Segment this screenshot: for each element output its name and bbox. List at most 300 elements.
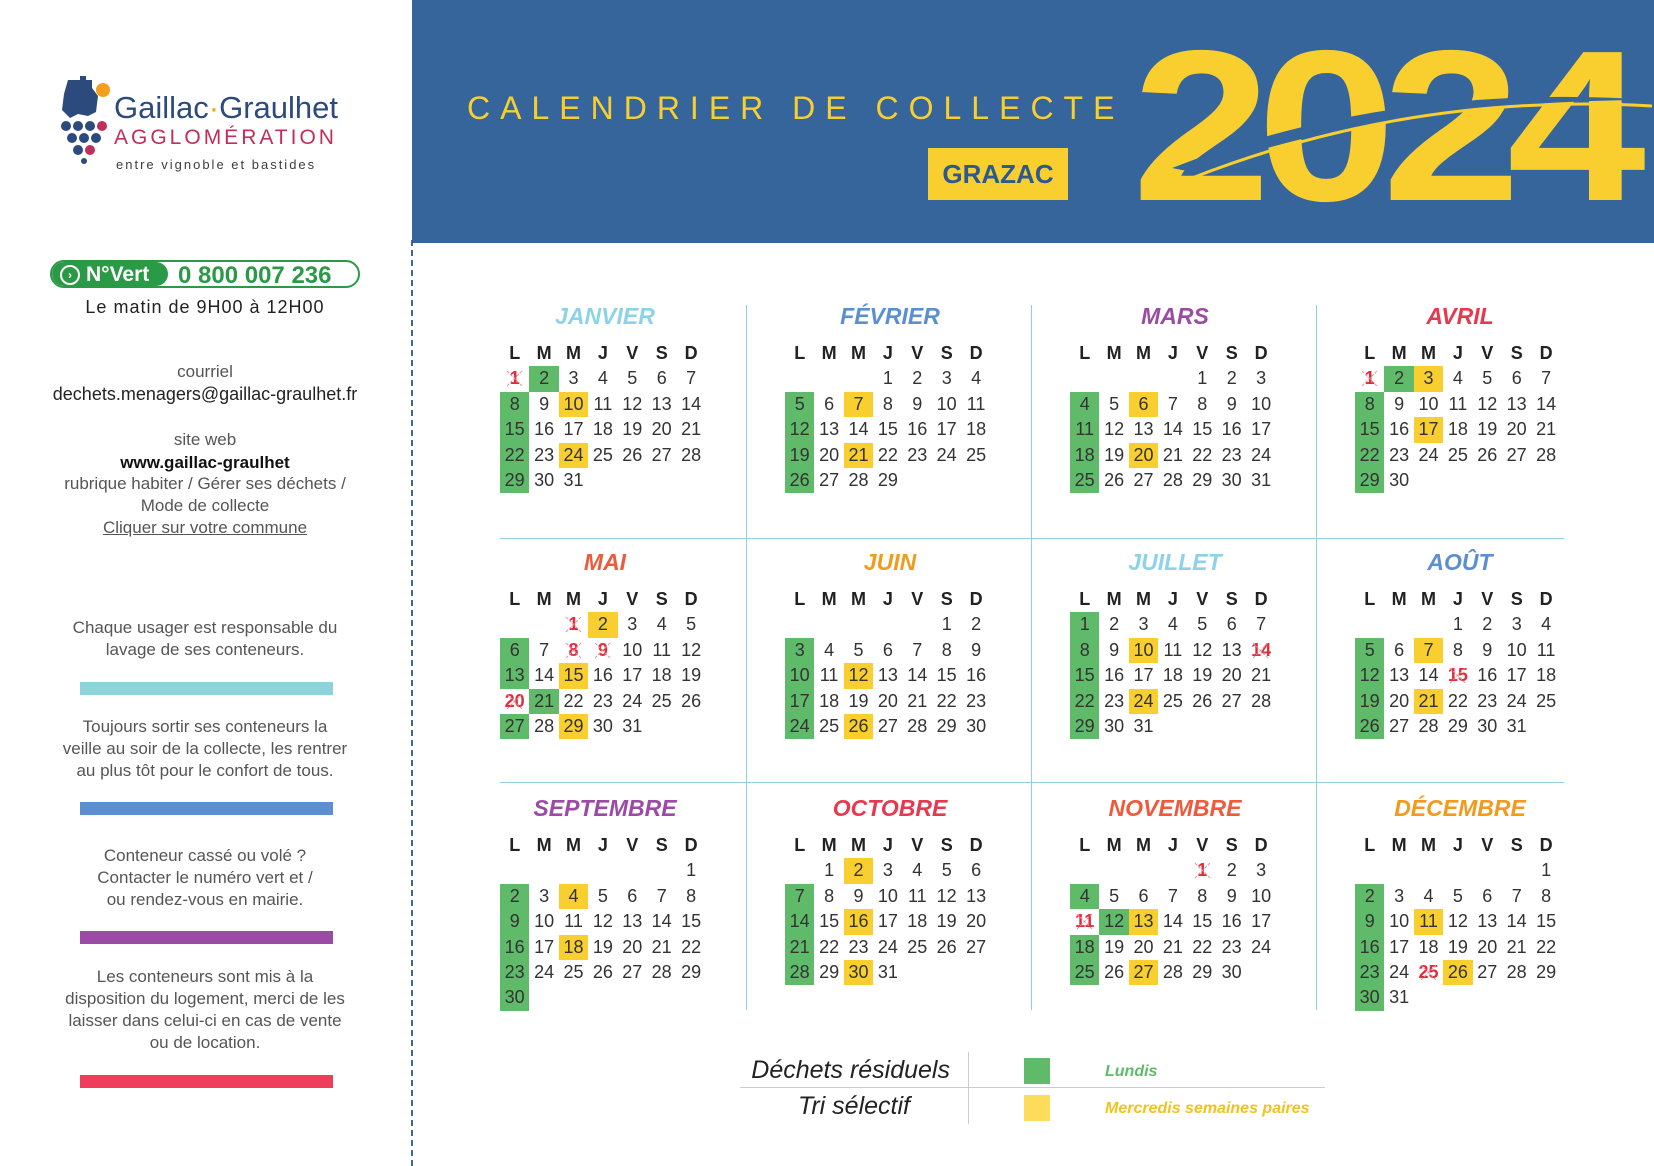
calendar-day: 27 <box>1129 960 1158 985</box>
calendar-day: 25 <box>1536 690 1557 711</box>
calendar-day: 18 <box>651 665 672 686</box>
calendar-day: 10 <box>1389 911 1410 932</box>
calendar-day: 11 <box>819 665 839 686</box>
calendar-day: 12 <box>681 639 702 660</box>
calendar-day: 5 <box>853 639 864 660</box>
weekday-header: J <box>597 343 608 363</box>
calendar-day: 11 <box>1163 639 1183 660</box>
weekday-header: M <box>1135 589 1151 609</box>
calendar-day: 27 <box>651 444 672 465</box>
weekday-header: M <box>850 589 866 609</box>
calendar-day: 23 <box>1104 690 1125 711</box>
calendar-day: 17 <box>1506 665 1527 686</box>
calendar-day: 11 <box>1070 909 1099 934</box>
calendar-day: 10 <box>785 663 814 688</box>
month-name: AOÛT <box>1427 549 1493 575</box>
weekday-header: J <box>1167 835 1178 855</box>
calendar-day: 8 <box>1452 639 1463 660</box>
weekday-header: D <box>1539 589 1553 609</box>
calendar-day: 7 <box>1167 885 1178 906</box>
calendar-day: 20 <box>966 911 987 932</box>
calendar-day: 17 <box>1133 665 1154 686</box>
calendar-day: 12 <box>785 417 814 442</box>
weekday-header: M <box>1391 589 1407 609</box>
weekday-header: J <box>1452 835 1463 855</box>
calendar-day: 10 <box>622 639 643 660</box>
calendar-day: 28 <box>1251 690 1272 711</box>
calendar-day: 22 <box>819 936 840 957</box>
calendar-day: 11 <box>907 885 927 906</box>
weekday-header: S <box>655 343 668 363</box>
calendar-day: 11 <box>1070 417 1099 442</box>
weekday-header: M <box>850 343 866 363</box>
calendar-day: 30 <box>500 985 529 1010</box>
calendar-day: 7 <box>1511 885 1522 906</box>
calendar-day: 9 <box>971 639 982 660</box>
calendar-day: 14 <box>785 909 814 934</box>
calendar-day: 6 <box>627 885 638 906</box>
calendar-day: 21 <box>1162 444 1183 465</box>
weekday-header: V <box>626 343 639 363</box>
calendar-day: 22 <box>1355 443 1384 468</box>
calendar-day: 17 <box>785 689 814 714</box>
calendar-day: 12 <box>1477 393 1498 414</box>
advice-text-2: au plus tôt pour le confort de tous. <box>76 761 334 780</box>
calendar-day: 30 <box>1104 716 1125 736</box>
calendar-day: 20 <box>1221 665 1242 686</box>
chevron-right-icon: › <box>60 265 80 285</box>
weekday-header: S <box>1225 835 1238 855</box>
calendar-day: 31 <box>1251 470 1272 490</box>
year-graphic <box>1132 0 1652 243</box>
weekday-header: V <box>626 589 639 609</box>
calendar-day: 6 <box>1138 885 1149 906</box>
calendar-day: 2 <box>1355 884 1384 909</box>
logo-tagline: entre vignoble et bastides <box>116 157 317 172</box>
calendar-day: 14 <box>1162 911 1183 932</box>
calendar-day: 4 <box>1070 392 1099 417</box>
calendar-day: 1 <box>1188 858 1217 883</box>
calendar-day: 30 <box>534 470 555 490</box>
calendar-day: 6 <box>824 393 835 414</box>
month-name: JUIN <box>863 549 917 575</box>
calendar-day: 19 <box>1477 419 1498 440</box>
calendar-day: 23 <box>1389 444 1410 465</box>
calendar-day: 1 <box>1541 860 1552 881</box>
calendar-day: 13 <box>500 663 529 688</box>
website-path-line2: Mode de collecte <box>140 496 270 515</box>
calendar-day: 19 <box>1355 689 1384 714</box>
calendar-day: 29 <box>559 714 588 739</box>
calendar-day: 21 <box>529 689 558 714</box>
calendar-day: 26 <box>622 444 643 465</box>
weekday-header: M <box>565 343 581 363</box>
calendar-day: 29 <box>1447 716 1468 736</box>
weekday-header: D <box>1539 835 1553 855</box>
calendar-day: 2 <box>844 858 873 883</box>
calendar-day: 1 <box>1452 614 1463 635</box>
calendar-day: 26 <box>1104 470 1125 490</box>
calendar-day: 15 <box>1192 419 1213 440</box>
calendar-day: 14 <box>1506 911 1527 932</box>
weekday-header: L <box>509 835 521 855</box>
calendar-day: 13 <box>1389 665 1410 686</box>
weekday-header: M <box>1391 835 1407 855</box>
calendar-day: 3 <box>1256 860 1267 881</box>
calendar-day: 5 <box>686 614 697 635</box>
calendar-day: 12 <box>1447 911 1468 932</box>
calendar-day: 2 <box>1226 860 1237 881</box>
calendar-day: 4 <box>824 639 835 660</box>
calendar-day: 28 <box>1536 444 1557 465</box>
calendar-day: 8 <box>1541 885 1552 906</box>
calendar-day: 4 <box>597 368 608 389</box>
calendar-day: 29 <box>819 962 840 982</box>
weekday-header: J <box>882 589 893 609</box>
calendar-day: 13 <box>1477 911 1498 932</box>
calendar-day: 3 <box>627 614 638 635</box>
calendar-day: 5 <box>1197 614 1208 635</box>
month-name: OCTOBRE <box>832 795 948 821</box>
calendar-day: 2 <box>500 884 529 909</box>
calendar-day: 12 <box>1192 639 1213 660</box>
calendar-day: 18 <box>1447 419 1468 440</box>
advice-color-bar-2 <box>80 802 333 815</box>
calendar-day: 28 <box>785 960 814 985</box>
calendar-day: 24 <box>1251 936 1272 957</box>
calendar-day: 9 <box>1355 909 1384 934</box>
calendar-day: 9 <box>1109 639 1120 660</box>
calendar-day: 24 <box>534 962 555 982</box>
calendar-day: 7 <box>1256 614 1267 635</box>
calendar-day: 28 <box>1418 716 1439 736</box>
calendar-day: 21 <box>1414 689 1443 714</box>
calendar-day: 31 <box>877 962 898 982</box>
calendar-day: 9 <box>1394 393 1405 414</box>
calendar-day: 25 <box>563 962 584 982</box>
calendar-day: 25 <box>651 690 672 711</box>
calendar-day: 28 <box>681 444 702 465</box>
advice-text-2: Toujours sortir ses conteneurs la <box>82 717 328 736</box>
calendar-day: 24 <box>1129 689 1158 714</box>
calendar-day: 24 <box>1506 690 1527 711</box>
weekday-header: M <box>1106 343 1122 363</box>
advice-text-4: disposition du logement, merci de les <box>65 989 345 1008</box>
calendar-day: 14 <box>907 665 928 686</box>
weekday-header: M <box>850 835 866 855</box>
calendar-day: 22 <box>1192 936 1213 957</box>
calendar-day: 10 <box>877 885 898 906</box>
calendar-day: 2 <box>1109 614 1120 635</box>
advice-color-bar-3 <box>80 931 333 944</box>
calendar-day: 19 <box>681 665 702 686</box>
weekday-header: D <box>1254 343 1268 363</box>
calendar-day: 6 <box>971 860 982 881</box>
calendar-day: 19 <box>1104 936 1125 957</box>
calendar-day: 8 <box>1070 638 1099 663</box>
calendar-day: 1 <box>1070 612 1099 637</box>
calendar-day: 13 <box>877 665 898 686</box>
agglomeration-logo <box>58 74 358 174</box>
calendar-day: 4 <box>656 614 667 635</box>
calendar-day: 10 <box>1251 885 1272 906</box>
calendar-day: 18 <box>1162 665 1183 686</box>
calendar-day: 31 <box>622 716 643 736</box>
logo-name: Gaillac·Graulhet <box>114 90 338 125</box>
calendar-day: 2 <box>1384 366 1413 391</box>
calendar-day: 28 <box>1162 470 1183 490</box>
calendar-day: 22 <box>563 690 584 711</box>
green-number-badge[interactable] <box>50 260 360 288</box>
legend-swatch-green <box>1024 1058 1050 1084</box>
website-url[interactable]: www.gaillac-graulhet <box>120 453 290 472</box>
calendar-day: 20 <box>1477 936 1498 957</box>
calendar-day: 26 <box>1104 962 1125 982</box>
weekday-header: V <box>1481 343 1494 363</box>
calendar-day: 29 <box>1192 962 1213 982</box>
calendar-day: 18 <box>907 911 928 932</box>
weekday-header: D <box>1254 589 1268 609</box>
calendar-day: 16 <box>966 665 987 686</box>
calendar-day: 8 <box>824 885 835 906</box>
weekday-header: D <box>969 589 983 609</box>
weekday-header: J <box>1167 589 1178 609</box>
calendar-day: 22 <box>1536 936 1557 957</box>
month-name: JANVIER <box>555 303 655 329</box>
commune-link[interactable]: Cliquer sur votre commune <box>102 518 308 537</box>
calendar-day: 10 <box>936 393 957 414</box>
calendar-day: 30 <box>1221 962 1242 982</box>
calendar-day: 29 <box>936 716 957 736</box>
calendar-day: 5 <box>1109 393 1120 414</box>
calendar-day: 29 <box>1070 714 1099 739</box>
weekday-header: M <box>1420 343 1436 363</box>
calendar-day: 12 <box>1104 419 1125 440</box>
weekday-header: S <box>940 589 953 609</box>
weekday-header: M <box>821 343 837 363</box>
calendar-day: 26 <box>681 690 702 711</box>
calendar-day: 11 <box>1536 639 1556 660</box>
calendar-day: 27 <box>1221 690 1242 711</box>
advice-color-bar-4 <box>80 1075 333 1088</box>
calendar-day: 22 <box>877 444 898 465</box>
month-name: DÉCEMBRE <box>1394 795 1526 821</box>
weekday-header: S <box>1510 835 1523 855</box>
calendar-day: 2 <box>1482 614 1493 635</box>
calendar-day: 28 <box>907 716 928 736</box>
calendar-day: 29 <box>877 470 898 490</box>
calendar-day: 9 <box>588 638 617 663</box>
calendar-day: 1 <box>559 612 588 637</box>
calendar-day: 7 <box>1414 638 1443 663</box>
weekday-header: J <box>597 835 608 855</box>
calendar-day: 20 <box>1389 690 1410 711</box>
advice-color-bar-1 <box>80 682 333 695</box>
calendar-day: 3 <box>1256 368 1267 389</box>
calendar-day: 12 <box>1355 663 1384 688</box>
month-name: SEPTEMBRE <box>533 795 677 821</box>
calendar-day: 21 <box>907 690 928 711</box>
calendar-day: 19 <box>1192 665 1213 686</box>
calendar-day: 1 <box>824 860 835 881</box>
weekday-header: L <box>1079 589 1091 609</box>
calendar-day: 19 <box>936 911 957 932</box>
calendar-day: 1 <box>1197 368 1208 389</box>
weekday-header: M <box>1391 343 1407 363</box>
calendar-day: 13 <box>1221 639 1242 660</box>
weekday-header: V <box>911 835 924 855</box>
weekday-header: V <box>1196 835 1209 855</box>
calendar-day: 3 <box>1414 366 1443 391</box>
calendar-day: 13 <box>651 393 672 414</box>
advice-text-3: Conteneur cassé ou volé ? <box>103 846 307 865</box>
calendar-day: 18 <box>1070 935 1099 960</box>
calendar-day: 27 <box>1133 470 1154 490</box>
calendar-day: 6 <box>1511 368 1522 389</box>
page-title: CALENDRIER DE COLLECTE <box>467 90 1125 126</box>
calendar-day: 15 <box>1192 911 1213 932</box>
calendar-day: 8 <box>559 638 588 663</box>
calendar-day: 22 <box>1070 689 1099 714</box>
calendar-day: 14 <box>1162 419 1183 440</box>
calendar-day: 26 <box>1477 444 1498 465</box>
calendar-day: 24 <box>559 443 588 468</box>
calendar-day: 14 <box>1536 393 1557 414</box>
calendar-day: 22 <box>1192 444 1213 465</box>
calendar-day: 3 <box>882 860 893 881</box>
weekday-header: M <box>1135 343 1151 363</box>
calendar-day: 12 <box>592 911 613 932</box>
calendar-day: 4 <box>1541 614 1552 635</box>
dashed-divider <box>411 240 413 1166</box>
email-address[interactable]: dechets.menagers@gaillac-graulhet.fr <box>52 384 358 404</box>
calendar-day: 26 <box>844 714 873 739</box>
calendar-day: 24 <box>1418 444 1439 465</box>
calendar-day: 20 <box>1133 936 1154 957</box>
calendar-day: 7 <box>785 884 814 909</box>
calendar-day: 14 <box>681 393 702 414</box>
calendar-day: 20 <box>1506 419 1527 440</box>
calendar-day: 23 <box>907 444 928 465</box>
advice-text-3: ou rendez-vous en mairie. <box>106 890 304 909</box>
advice-text-1: Chaque usager est responsable du <box>72 618 338 637</box>
calendar-day: 20 <box>622 936 643 957</box>
legend-label-residual: Déchets résiduels <box>751 1056 950 1084</box>
weekday-header: S <box>655 835 668 855</box>
weekday-header: L <box>1364 343 1376 363</box>
calendar-day: 2 <box>971 614 982 635</box>
calendar-day: 18 <box>592 419 613 440</box>
calendar-day: 15 <box>1355 417 1384 442</box>
calendar-day: 17 <box>936 419 957 440</box>
weekday-header: D <box>1254 835 1268 855</box>
advice-text-3: Contacter le numéro vert et / <box>97 868 313 887</box>
weekday-header: M <box>1106 835 1122 855</box>
calendar-day: 10 <box>534 911 555 932</box>
calendar-day: 9 <box>539 393 550 414</box>
calendar-day: 30 <box>1389 470 1410 490</box>
advice-text-1: lavage de ses conteneurs. <box>105 640 305 659</box>
year-text: 2024 <box>1132 5 1646 243</box>
calendar-day: 17 <box>1251 911 1272 932</box>
calendar-day: 19 <box>592 936 613 957</box>
calendar-day: 6 <box>882 639 893 660</box>
calendar-day: 18 <box>1070 443 1099 468</box>
calendar-day: 18 <box>1418 936 1439 957</box>
calendar-day: 20 <box>819 444 840 465</box>
weekday-header: J <box>882 343 893 363</box>
calendar-day: 14 <box>1418 665 1439 686</box>
calendar-day: 16 <box>1355 935 1384 960</box>
calendar-day: 6 <box>1226 614 1237 635</box>
calendar-day: 3 <box>568 368 579 389</box>
calendar-day: 4 <box>971 368 982 389</box>
calendar-day: 4 <box>1167 614 1178 635</box>
calendar-day: 18 <box>819 690 840 711</box>
calendar-day: 15 <box>681 911 702 932</box>
weekday-header: S <box>1510 343 1523 363</box>
calendar-day: 13 <box>622 911 643 932</box>
calendar-day: 16 <box>1477 665 1498 686</box>
calendar-day: 29 <box>681 962 702 982</box>
calendar-day: 12 <box>1099 909 1128 934</box>
calendar-day: 27 <box>819 470 840 490</box>
calendar-day: 22 <box>1447 690 1468 711</box>
month-name: MAI <box>583 549 627 575</box>
legend-note-mondays: Lundis <box>1105 1063 1158 1080</box>
calendar-day: 16 <box>1104 665 1125 686</box>
calendar-day: 16 <box>500 935 529 960</box>
calendar-day: 15 <box>877 419 898 440</box>
calendar-day: 23 <box>848 936 869 957</box>
weekday-header: D <box>969 835 983 855</box>
weekday-header: L <box>1364 835 1376 855</box>
calendar-day: 31 <box>563 470 584 490</box>
calendar-day: 23 <box>1221 444 1242 465</box>
legend-swatch-yellow <box>1024 1095 1050 1121</box>
calendar-day: 30 <box>1477 716 1498 736</box>
calendar-day: 20 <box>500 689 529 714</box>
calendar-day: 26 <box>936 936 957 957</box>
calendar-day: 8 <box>1197 393 1208 414</box>
calendar-day: 15 <box>1443 663 1472 688</box>
calendar-day: 25 <box>1162 690 1183 711</box>
calendar-day: 21 <box>785 935 814 960</box>
calendar-day: 4 <box>912 860 923 881</box>
calendar-day: 24 <box>877 936 898 957</box>
calendar-day: 7 <box>686 368 697 389</box>
weekday-header: V <box>911 589 924 609</box>
calendar-day: 27 <box>622 962 643 982</box>
weekday-header: M <box>821 589 837 609</box>
calendar-day: 7 <box>844 392 873 417</box>
calendar-day: 11 <box>1448 393 1468 414</box>
calendar-day: 23 <box>966 690 987 711</box>
calendar-day: 10 <box>559 392 588 417</box>
calendar-day: 17 <box>1414 417 1443 442</box>
calendar-day: 27 <box>500 714 529 739</box>
calendar-day: 28 <box>534 716 555 736</box>
calendar-day: 23 <box>534 444 555 465</box>
calendar-day: 5 <box>785 392 814 417</box>
calendar-day: 17 <box>1389 936 1410 957</box>
calendar-day: 30 <box>844 960 873 985</box>
advice-text-2: veille au soir de la collecte, les rentrer <box>62 739 348 758</box>
calendar-day: 13 <box>1133 419 1154 440</box>
calendar-day: 5 <box>1452 885 1463 906</box>
weekday-header: D <box>684 589 698 609</box>
calendar-day: 26 <box>785 468 814 493</box>
